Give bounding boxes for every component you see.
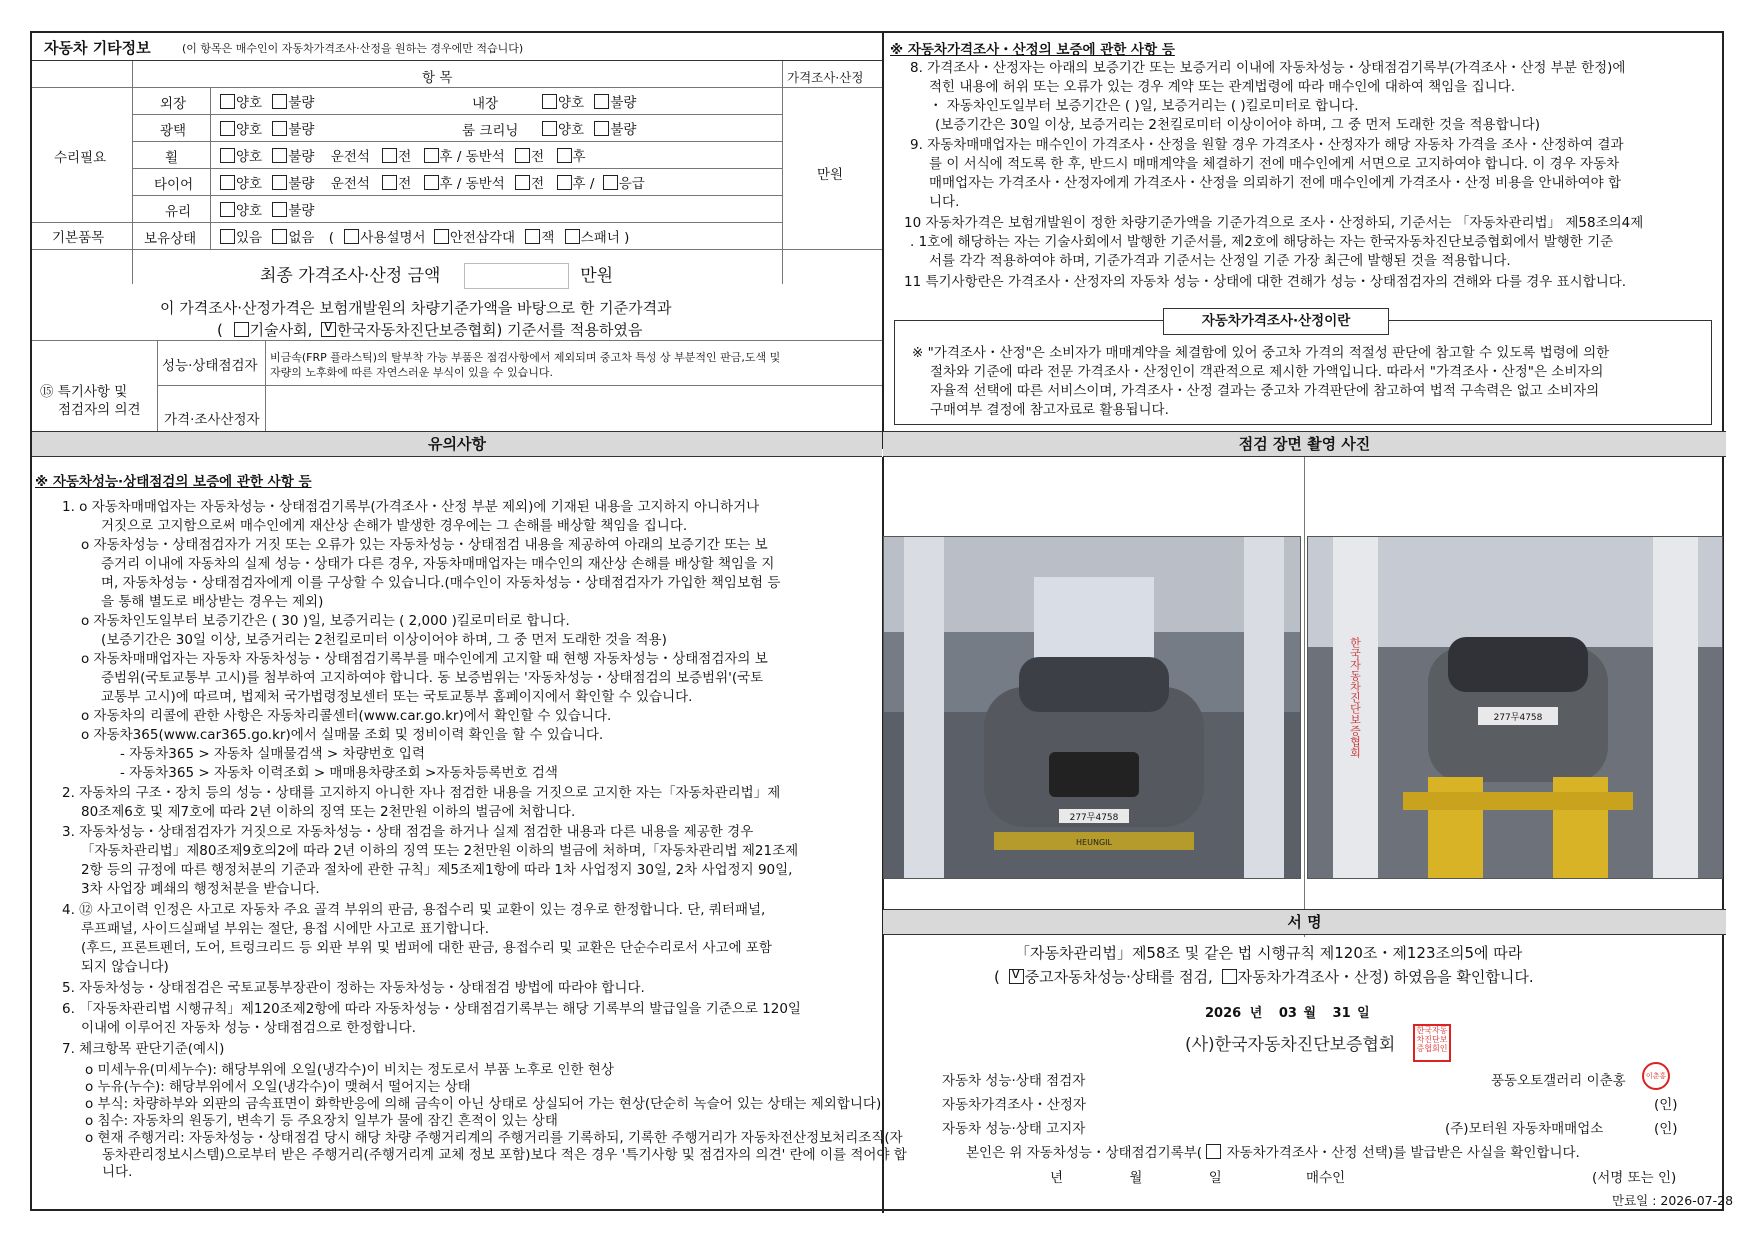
holding-options: 있음 없음 ( 사용설명서 안전삼각대 잭 스패너 ) [220,226,629,246]
wheel-bad-checkbox[interactable] [272,148,287,163]
notifier-mark: (인) [1654,1121,1678,1137]
row-glass-label: 유리 [165,204,192,220]
notes-line: - 자동차365 > 자동차 이력조회 > 매매용차량조회 >자동차등록번호 검색 [120,765,558,781]
wp-line: ・ 자동차인도일부터 보증기간은 ( )일, 보증거리는 ( )킬로미터로 합니다. [929,98,1359,114]
front-inspection-photo [883,536,1301,879]
jack-checkbox[interactable] [525,229,540,244]
lift-text: 한국자동차진단보증협회 [1348,637,1362,758]
notes-line: 이내에 이루어진 자동차 성능・상태점검으로 한정합니다. [81,1020,416,1036]
notes-line: 7. 체크항목 판단기준(예시) [62,1041,225,1057]
used-car-inspection-checkbox[interactable] [1009,969,1024,984]
box-line: 구매여부 결정에 참고자료로 활용됩니다. [930,402,1169,418]
wp-line: 적힌 내용에 허위 또는 오류가 있는 경우 계약 또는 관계법령에 따라 매수인에 대하여 책임을 집니다. [929,79,1516,95]
notes-line: o 자동차성능・상태점검자가 거짓 또는 오류가 있는 자동차성능・상태점검 내용을 제공하여 아래의 보증기간 또는 보 [81,537,768,553]
wheel-options: 양호 불량 운전석 전 후 / 동반석 전 후 [220,145,586,165]
price-appraiser-label: 가격·조사산정자 [164,412,260,428]
row-holding-label: 보유상태 [144,231,197,247]
notes-line: 증범위(국토교통부 고시)를 첨부하여 고지하여야 합니다. 동 보증범위는 '자동차성능・상태점검의 보증범위'(국토 [101,670,764,686]
repair-needed-label: 수리필요 [54,150,107,166]
gloss-bad-checkbox[interactable] [272,121,287,136]
triangle-checkbox[interactable] [434,229,449,244]
gloss-good-checkbox[interactable] [220,121,235,136]
notes-line: 6. 「자동차관리법 시행규칙」제120조제2항에 따라 자동차성능・상태점검기록부는 해당 기록부의 발급일을 기준으로 120일 [62,1001,801,1017]
notes-line: o 자동차매매업자는 자동차 자동차성능・상태점검기록부를 매수인에게 고지할 때 현행 자동차성능・상태점검자의 보 [81,651,768,667]
tire-passenger-rear-checkbox[interactable] [557,175,572,190]
final-price-label: 최종 가격조사·산정 금액 [260,266,441,286]
notes-line: 거짓으로 고지함으로써 매수인에게 재산상 손해가 발생한 경우에는 그 손해를 배상할 책임을 집니다. [101,518,688,534]
room-cleaning-options: 양호 불량 [542,118,636,138]
criteria-line: 니다. [102,1164,133,1180]
notes-heading: ※ 자동차성능·상태점검의 보증에 관한 사항 등 [35,474,312,490]
tire-driver-front-checkbox[interactable] [382,175,397,190]
signature-header: 서 명 [883,909,1726,935]
row-wheel-label: 휠 [165,150,179,166]
notes-line: 교통부 고시)에 따르며, 법제처 국가법령정보센터 또는 국토교통부 홈페이지에서 확인할 수 있습니다. [101,689,693,705]
special-remarks-label-2: 점검자의 의견 [58,402,141,418]
final-price-input[interactable] [464,263,569,289]
signature-date: 2026 년 03 월 31 일 [1205,1006,1370,1021]
rear-inspection-photo [1307,536,1723,879]
wheel-passenger-rear-checkbox[interactable] [557,148,572,163]
notes-line: 「자동차관리법」제80조제9호의2에 따라 2년 이하의 징역 또는 2천만원 이하의 벌금에 처하며,「자동차관리법 제21조제 [81,843,799,859]
tire-emergency-checkbox[interactable] [603,175,618,190]
glass-good-checkbox[interactable] [220,202,235,217]
price-appraisal-checkbox[interactable] [1222,969,1237,984]
wp-line: 8. 가격조사・산정자는 아래의 보증기간 또는 보증거리 이내에 자동차성능・상태점검기록부(가격조사・산정 부분 한정)에 [910,60,1626,76]
notes-line: 80조제6호 및 제7호에 따라 2년 이하의 징역 또는 2천만원 이하의 벌금에 처합니다. [81,804,576,820]
notes-line: 4. ⑫ 사고이력 인정은 사고로 자동차 주요 골격 부위의 판금, 용접수리 및 교환이 있는 경우로 한정합니다. 단, 쿼터패널, [62,902,766,918]
confirm-line: 본인은 위 자동차성능・상태점검기록부( 자동차가격조사・산정 선택)를 발급받은 사실을 확인합니다. [966,1145,1580,1161]
signature-line-1: 「자동차관리법」제58조 및 같은 법 시행규칙 제120조・제123조의5에 따라 [1015,944,1523,962]
holding-have-checkbox[interactable] [220,229,235,244]
wp-line: (보증기간은 30일 이상, 보증거리는 2천킬로미터 이상이어야 하며, 그 중 먼저 도래한 것을 적용합니다) [935,117,1540,133]
appraiser-mark: (인) [1654,1097,1678,1113]
interior-good-checkbox[interactable] [542,94,557,109]
box-line: 절차와 기준에 따라 전문 가격조사・산정인이 객관적으로 제시한 가액입니다. 따라서 "가격조사・산정"은 소비자의 [930,364,1604,380]
tire-bad-checkbox[interactable] [272,175,287,190]
notes-line: o 자동차의 리콜에 관한 사항은 자동차리콜센터(www.car.go.kr)에서 확인할 수 있습니다. [81,708,612,724]
price-warranty-heading: ※ 자동차가격조사・산정의 보증에 관한 사항 등 [890,42,1175,58]
notes-line: o 자동차365(www.car365.go.kr)에서 실매물 조회 및 정비이력 확인을 할 수 있습니다. [81,727,604,743]
inspector-label: 자동차 성능·상태 점검자 [942,1073,1086,1089]
wp-line: . 1호에 해당하는 자는 기술사회에서 발행한 기준서를, 제2호에 해당하는 자는 한국자동차진단보증협회에서 발행한 기준 [910,234,1614,250]
holding-none-checkbox[interactable] [272,229,287,244]
row-interior-label: 내장 [472,96,499,112]
notes-line: o 자동차인도일부터 보증기간은 ( 30 )일, 보증거리는 ( 2,000 )킬로미터로 합니다. [81,613,570,629]
special-remarks-label-1: ⑮ 특기사항 및 [40,384,128,400]
notifier-label: 자동차 성능·상태 고지자 [942,1121,1086,1137]
appraiser-label: 자동차가격조사・산정자 [942,1097,1086,1113]
notes-line: 되지 않습니다) [81,959,169,975]
inspector-seal: 이춘홍 [1642,1062,1670,1090]
rear-plate-text: 277무4758 [1493,713,1543,723]
tire-passenger-front-checkbox[interactable] [515,175,530,190]
notes-line: 1. o 자동차매매업자는 자동차성능・상태점검기록부(가격조사・산정 부분 제외)에 기재된 내용을 고지하지 아니하거나 [62,499,760,515]
box-line: ※ "가격조사・산정"은 소비자가 매매계약을 체결함에 있어 중고차 가격의 적절성 판단에 참고할 수 있도록 법령에 의한 [912,345,1610,361]
wp-line: 서를 각각 적용하여야 하며, 기준가격과 기준서는 산정일 기준 가장 최근에 발행된 것을 적용합니다. [929,253,1511,269]
perf-inspector-text-1: 비금속(FRP 플라스틱)의 탈부착 가능 부품은 점검사항에서 제외되며 중고차 특성 상 부분적인 판금,도색 및 [270,351,781,364]
buyer-label: 매수인 [1306,1170,1346,1186]
notifier-name: (주)모터원 자동차매매업소 [1445,1121,1604,1137]
criteria-line: o 부식: 차량하부와 외판의 금속표면이 화학반응에 의해 금속이 아닌 상태로 상실되어 가는 현상(단순히 녹슬어 있는 상태는 제외합니다) [85,1096,882,1112]
final-price-unit: 만원 [580,266,614,286]
wheel-driver-rear-checkbox[interactable] [424,148,439,163]
notes-line: 2항 등의 규정에 따른 행정처분의 기준과 절차에 관한 규칙」제5조제1항에 따라 1차 사업정지 30일, 2차 사업정지 90일, [81,862,793,878]
buyer-sign-row: 년 월 일 매수인 [1050,1170,1346,1186]
tire-driver-rear-checkbox[interactable] [424,175,439,190]
notes-line: 며, 자동차성능・상태점검자에게 이를 구상할 수 있습니다.(매수인이 자동차성능・상태점검자가 가입한 책임보험 등 [101,575,781,591]
wp-line: 9. 자동차매매업자는 매수인이 가격조사・산정을 원할 경우 가격조사・산정자가 해당 자동차 가격을 조사・산정하여 결과 [910,137,1624,153]
box-line: 자율적 선택에 따른 서비스이며, 가격조사・산정 결과는 중고차 가격판단에 참고하여 법적 구속력은 없고 소비자의 [930,383,1600,399]
basic-items-label: 기본품목 [52,230,105,246]
row-tire-label: 타이어 [154,177,194,193]
sign-mark: (서명 또는 인) [1592,1170,1677,1186]
signature-org: (사)한국자동차진단보증협회 [1185,1035,1396,1055]
notes-line: (후드, 프론트펜더, 도어, 트렁크리드 등 외판 부위 및 범퍼에 대한 판금, 용접수리 및 교환은 단순수리로서 사고에 포함 [81,940,772,956]
front-plate-text: 277무4758 [1069,813,1119,823]
interior-options: 양호 불량 [542,91,636,111]
expiry-date: 만료일 : 2026-07-28 [1612,1193,1734,1208]
final-price-row [260,261,613,289]
interior-bad-checkbox[interactable] [594,94,609,109]
notes-line: 3차 사업장 폐쇄의 행정처분을 받습니다. [81,881,320,897]
notes-line: 을 통해 별도로 배상받는 경우는 제외) [101,594,324,610]
col-item-header: 항 목 [422,70,453,86]
basis-standard-row: ( 기술사회, v 한국자동차진단보증협회) 기준서를 적용하였음 [217,319,642,340]
inspector-name: 풍동오토갤러리 이춘홍 [1491,1073,1626,1089]
wp-line: 니다. [929,194,960,210]
signature-line-2: ( v 중고자동차성능·상태를 점검, 자동차가격조사・산정) 하였음을 확인합니다. [994,966,1534,987]
exterior-options: 양호 불량 [220,91,314,111]
wheel-passenger-front-checkbox[interactable] [515,148,530,163]
room-cleaning-good-checkbox[interactable] [542,121,557,136]
basis-tech-checkbox[interactable] [234,322,249,337]
basis-kaa-checkbox[interactable] [321,322,336,337]
photos-header: 점검 장면 촬영 사진 [883,431,1726,457]
wp-line: 매매업자는 가격조사・산정자에게 가격조사・산정을 의뢰하기 전에 매수인에게 가격조사・산정 비용을 안내하여야 합 [929,175,1622,191]
perf-inspector-text-2: 자량의 노후화에 따른 자연스러운 부식이 있을 수 있습니다. [270,366,553,379]
row-exterior-label: 외장 [160,96,187,112]
glass-bad-checkbox[interactable] [272,202,287,217]
notes-line: 5. 자동차성능・상태점검은 국토교통부장관이 정하는 자동차성능・상태점검 방법에 따라야 합니다. [62,980,645,996]
criteria-line: 동차관리정보시스템)으로부터 받은 주행거리(주행거리계 교체 정보 포함)보다 적은 경우 '특기사항 및 점검자의 의견' 란에 이를 적어야 합 [102,1147,907,1163]
vehicle-info-title-bar [32,33,882,61]
row-room-cleaning-label: 룸 크리닝 [462,123,519,139]
wp-line: 11 특기사항란은 가격조사・산정자의 자동차 성능・상태에 대한 견해가 성능・상태점검자의 견해와 다를 경우 표시합니다. [904,274,1627,290]
notes-line: 루프패널, 사이드실패널 부위는 절단, 용접 시에만 사고로 표기합니다. [81,921,490,937]
criteria-line: o 현재 주행거리: 자동차성능・상태점검 당시 해당 차량 주행거리계의 주행거리를 기록하되, 기록한 주행거리가 자동차전산정보처리조직(자 [85,1130,903,1146]
row-gloss-label: 광택 [160,123,187,139]
price-unit: 만원 [817,167,844,183]
notes-line: - 자동차365 > 자동차 실매물검색 > 차량번호 입력 [120,746,425,762]
manual-checkbox[interactable] [344,229,359,244]
exterior-bad-checkbox[interactable] [272,94,287,109]
org-stamp: 한국자동차진단보증협회인 [1413,1024,1451,1062]
notes-line: 증거리 이내에 자동차의 실제 성능・상태가 다른 경우, 자동차매매업자는 매수인의 재산상 손해를 배상할 책임을 지 [101,556,775,572]
exterior-good-checkbox[interactable] [220,94,235,109]
room-cleaning-bad-checkbox[interactable] [594,121,609,136]
wheel-driver-front-checkbox[interactable] [382,148,397,163]
tire-options: 양호 불량 운전석 전 후 / 동반석 전 후 / 응급 [220,172,645,192]
perf-inspector-label: 성능·상태점검자 [162,358,258,374]
vehicle-info-note: (이 항목은 매수인이 자동차가격조사·산정을 원하는 경우에만 적습니다) [182,42,524,55]
wheel-good-checkbox[interactable] [220,148,235,163]
criteria-line: o 누유(누수): 해당부위에서 오일(냉각수)이 맺혀서 떨어지는 상태 [85,1079,471,1095]
notes-header: 유의사항 [32,431,882,457]
vehicle-info-title: 자동차 기타정보 [44,39,151,57]
col-price-header: 가격조사·산정 [787,70,864,85]
glass-options: 양호 불량 [220,199,314,219]
criteria-line: o 미세누유(미세누수): 해당부위에 오일(냉각수)이 비치는 정도로서 부품 노후로 인한 현상 [85,1062,614,1078]
tire-good-checkbox[interactable] [220,175,235,190]
notes-line: 3. 자동차성능・상태점검자가 거짓으로 자동차성능・상태 점검을 하거나 실제 점검한 내용과 다른 내용을 제공한 경우 [62,824,754,840]
price-appraisal-box-title: 자동차가격조사·산정이란 [1163,308,1389,335]
front-lift-brand: HEUNGIL [1076,838,1112,847]
criteria-line: o 침수: 자동차의 원동기, 변속기 등 주요장치 일부가 물에 잠긴 흔적이 있는 상태 [85,1113,558,1129]
basis-line: 이 가격조사·산정가격은 보험개발원의 차량기준가액을 바탕으로 한 기준가격과 [160,299,672,317]
inspection-sheet [30,31,1734,1211]
spanner-checkbox[interactable] [565,229,580,244]
wp-line: 10 자동차가격은 보험개발원이 정한 차량기준가액을 기준가격으로 조사・산정하되, 기준서는 「자동차관리법」 제58조의4제 [904,215,1644,231]
wp-line: 를 이 서식에 적도록 한 후, 반드시 매매계약을 체결하기 전에 매수인에게 서면으로 고지하여야 합니다. 이 경우 자동차 [929,156,1620,172]
notes-line: 2. 자동차의 구조・장치 등의 성능・상태를 고지하지 아니한 자나 점검한 내용을 거짓으로 고지한 자는「자동차관리법」제 [62,785,781,801]
notes-line: (보증기간은 30일 이상, 보증거리는 2천킬로미터 이상이어야 하며, 그 중 먼저 도래한 것을 적용) [101,632,667,648]
gloss-options: 양호 불량 [220,118,314,138]
confirm-price-checkbox[interactable] [1206,1144,1221,1159]
